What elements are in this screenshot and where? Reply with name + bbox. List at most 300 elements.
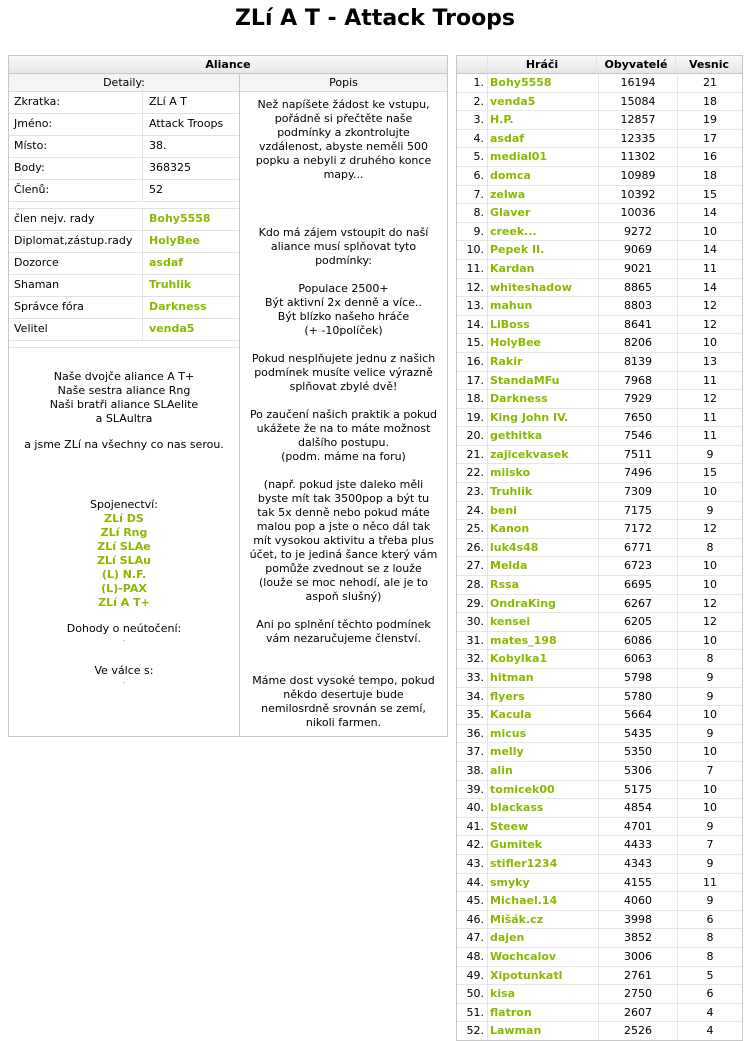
player-row [457,595,742,614]
player-rank: 25. [466,522,484,536]
ally-link[interactable]: ZLí A T+ [98,596,150,609]
player-villages: 12 [677,316,742,334]
player-name-link[interactable]: asdaf [487,130,598,148]
player-row [457,390,742,409]
player-population: 5780 [598,688,677,706]
player-row [457,372,742,391]
player-row [457,260,742,279]
player-villages: 14 [677,241,742,259]
player-row [457,799,742,818]
role-player-link[interactable]: HolyBee [149,234,201,247]
player-villages: 10 [677,632,742,650]
role-player-link[interactable]: Truhlik [149,278,192,291]
player-row [457,74,742,93]
dohody-value: - [122,636,126,646]
player-name-link[interactable]: micus [487,725,598,743]
details-header: Detaily: [9,74,239,92]
player-name-link[interactable]: Pepek II. [487,241,598,259]
player-row [457,985,742,1004]
player-population: 6086 [598,632,677,650]
player-population: 2526 [598,1022,677,1040]
player-villages: 12 [677,297,742,315]
player-name-link[interactable]: Kanon [487,520,598,538]
player-row [457,111,742,130]
player-row [457,892,742,911]
player-villages: 10 [677,576,742,594]
player-name-link[interactable]: Wochcalov [487,948,598,966]
popis-paragraph: Být aktivní 2x denně a více.. [265,296,422,309]
player-rank: 27. [466,559,484,573]
player-name-link[interactable]: Xipotunkatl [487,967,598,985]
player-row [457,409,742,428]
player-name-link[interactable]: flatron [487,1004,598,1022]
info-line: Naše sestra aliance Rng [57,384,191,397]
player-rank: 6. [473,168,484,182]
role-row [9,297,239,319]
player-villages: 17 [677,130,742,148]
player-population: 10989 [598,167,677,185]
player-villages: 16 [677,148,742,166]
player-rank: 12. [466,280,484,294]
player-row [457,279,742,298]
player-name-link[interactable]: flyers [487,688,598,706]
player-population: 8641 [598,316,677,334]
ally-link[interactable]: (L)-PAX [101,582,147,595]
info-line: a SLAultra [95,412,153,425]
player-rank: 31. [466,633,484,647]
player-population: 5798 [598,669,677,687]
popis-paragraph: Než napíšete žádost ke vstupu, pořádně si přečtěte naše podmínky a zkontrolujte vzdálenost, abyste neměli 500 popku a nebyli z druhého konce mapy... [255,98,432,181]
player-rank: 36. [466,726,484,740]
player-name-link[interactable]: HolyBee [487,334,598,352]
player-rank: 51. [466,1005,484,1019]
player-villages: 4 [677,1004,742,1022]
popis-paragraph: (např. pokud jste daleko měli byste mít tak 3500pop a být tu tak 5x denně nebo pokud máte malou pop a jste o něco dál tak mít vysokou aktivitu a třeba plus účet, to je jediná šance který vám pomůže zvednout se z louže (louže se moc nehodí, ale je to aspoň slušný) [249,478,438,603]
player-row [457,688,742,707]
allies-list [13,512,235,610]
player-rank: 10. [466,243,484,257]
player-row [457,911,742,930]
player-population: 7172 [598,520,677,538]
player-name-link[interactable]: domca [487,167,598,185]
player-name-link[interactable]: Bohy5558 [487,74,598,92]
player-villages: 11 [677,372,742,390]
player-rank: 14. [466,317,484,331]
player-name-link[interactable]: Lawman [487,1022,598,1040]
player-name-link[interactable]: StandaMFu [487,372,598,390]
player-rank: 45. [466,894,484,908]
roles-list [9,209,239,341]
player-villages: 15 [677,464,742,482]
detail-value: 52 [149,183,163,196]
player-name-link[interactable]: LiBoss [487,316,598,334]
player-rank: 9. [473,224,484,238]
player-name-link[interactable]: King John IV. [487,409,598,427]
player-name-link[interactable]: Mišák.cz [487,911,598,929]
player-name-link[interactable]: Kardan [487,260,598,278]
player-population: 3998 [598,911,677,929]
player-villages: 8 [677,650,742,668]
player-population: 7175 [598,502,677,520]
detail-key: Místo: [9,136,143,157]
info-line: a jsme ZLí na všechny co nas serou. [24,438,224,451]
player-villages: 9 [677,502,742,520]
player-population: 7650 [598,409,677,427]
player-rank: 3. [473,113,484,127]
player-rank: 19. [466,410,484,424]
popis-paragraph: Pokud nesplňujete jednu z našich podmínek musíte velice výrazně splňovat zbylé dvě! [251,352,436,393]
player-population: 4155 [598,874,677,892]
player-population: 5306 [598,762,677,780]
player-population: 6205 [598,613,677,631]
player-population: 8803 [598,297,677,315]
player-rank: 48. [466,949,484,963]
detail-row [9,158,239,180]
player-population: 7511 [598,446,677,464]
player-row [457,446,742,465]
players-table [456,55,743,1041]
player-rank: 16. [466,354,484,368]
role-key: člen nejv. rady [9,209,143,230]
player-villages: 12 [677,613,742,631]
player-row [457,613,742,632]
player-row [457,576,742,595]
player-name-link[interactable]: miisko [487,464,598,482]
popis-column [240,74,447,736]
player-name-link[interactable]: beni [487,502,598,520]
player-rank: 11. [466,261,484,275]
player-name-link[interactable]: blackass [487,799,598,817]
player-population: 9069 [598,241,677,259]
player-name-link[interactable]: gethitka [487,427,598,445]
player-name-link[interactable]: stifler1234 [487,855,598,873]
detail-value: Attack Troops [149,117,224,130]
player-villages: 10 [677,223,742,241]
alliance-description [240,92,447,736]
player-population: 2607 [598,1004,677,1022]
player-rank: 40. [466,801,484,815]
player-villages: 8 [677,948,742,966]
player-row [457,502,742,521]
popis-paragraph: Po zaučení našich praktik a pokud ukážete že na to máte možnost dalšího postupu. [249,408,438,449]
player-rank: 38. [466,763,484,777]
player-villages: 10 [677,781,742,799]
player-rank: 35. [466,708,484,722]
player-row [457,186,742,205]
role-row [9,275,239,297]
player-name-link[interactable]: Truhlik [487,483,598,501]
ally-link[interactable]: ZLí DS [104,512,144,525]
player-population: 7546 [598,427,677,445]
player-population: 6063 [598,650,677,668]
player-population: 2750 [598,985,677,1003]
player-population: 10392 [598,186,677,204]
player-rank: 39. [466,782,484,796]
player-name-link[interactable]: kensei [487,613,598,631]
role-player-link[interactable]: venda5 [149,322,195,335]
player-row [457,818,742,837]
player-population: 4060 [598,892,677,910]
player-row [457,1022,742,1040]
player-population: 9272 [598,223,677,241]
player-name-link[interactable]: creek... [487,223,598,241]
player-name-link[interactable]: mates_198 [487,632,598,650]
player-villages: 4 [677,1022,742,1040]
player-name-link[interactable]: mahun [487,297,598,315]
player-population: 2761 [598,967,677,985]
player-row [457,167,742,186]
player-row [457,93,742,112]
role-row [9,319,239,341]
player-rank: 28. [466,578,484,592]
col-header-pop[interactable]: Obyvatelé [596,56,675,73]
player-rank: 37. [466,745,484,759]
player-villages: 9 [677,892,742,910]
player-population: 12857 [598,111,677,129]
player-row [457,632,742,651]
popis-paragraph: Máme dost vysoké tempo, pokud někdo desertuje bude nemilosrdně srovnán se zemí, nikoli farmen. [252,674,435,729]
player-name-link[interactable]: zelwa [487,186,598,204]
ally-link[interactable]: ZLí Rng [100,526,148,539]
player-name-link[interactable]: Rssa [487,576,598,594]
detail-row [9,114,239,136]
player-row [457,874,742,893]
player-name-link[interactable]: whiteshadow [487,279,598,297]
player-row [457,967,742,986]
alliance-info [9,348,239,696]
player-rank: 44. [466,875,484,889]
player-villages: 18 [677,93,742,111]
player-population: 4701 [598,818,677,836]
player-villages: 9 [677,855,742,873]
player-rank: 4. [473,131,484,145]
player-name-link[interactable]: kisa [487,985,598,1003]
detail-key: Zkratka: [9,92,143,113]
player-population: 6267 [598,595,677,613]
player-row [457,557,742,576]
player-rank: 46. [466,912,484,926]
ally-link[interactable]: ZLí SLAu [97,554,151,567]
player-name-link[interactable]: venda5 [487,93,598,111]
role-row [9,253,239,275]
player-name-link[interactable]: tomicek00 [487,781,598,799]
player-villages: 11 [677,260,742,278]
role-key: Shaman [9,275,143,296]
player-row [457,539,742,558]
player-population: 3852 [598,929,677,947]
role-player-link[interactable]: Darkness [149,300,207,313]
player-rank: 18. [466,392,484,406]
popis-paragraph: Ani po splnění těchto podmínek vám nezaručujeme členství. [256,618,431,645]
player-villages: 5 [677,967,742,985]
player-population: 8139 [598,353,677,371]
role-row [9,209,239,231]
player-name-link[interactable]: smyky [487,874,598,892]
player-villages: 6 [677,985,742,1003]
player-rank: 41. [466,819,484,833]
player-villages: 10 [677,706,742,724]
col-header-vil[interactable]: Vesnic [675,56,742,73]
player-villages: 13 [677,353,742,371]
detail-key: Členů: [9,180,143,201]
player-population: 10036 [598,204,677,222]
popis-header: Popis [240,74,447,92]
player-row [457,650,742,669]
player-row [457,241,742,260]
player-villages: 9 [677,669,742,687]
player-rank: 26. [466,540,484,554]
player-name-link[interactable]: OndraKing [487,595,598,613]
player-villages: 14 [677,279,742,297]
player-villages: 19 [677,111,742,129]
player-villages: 15 [677,186,742,204]
player-name-link[interactable]: hitman [487,669,598,687]
valka-label: Ve válce s: [94,664,154,677]
player-population: 3006 [598,948,677,966]
player-villages: 10 [677,743,742,761]
player-rank: 52. [466,1024,484,1038]
player-villages: 21 [677,74,742,92]
dohody-label: Dohody o neútočení: [66,622,182,635]
player-row [457,725,742,744]
player-villages: 14 [677,204,742,222]
popis-paragraph: Být blízko našeho hráče [277,310,410,323]
details-list [9,92,239,202]
player-row [457,334,742,353]
player-rank: 50. [466,987,484,1001]
col-header-name[interactable]: Hráči [487,56,596,73]
players-rows [457,74,742,1040]
player-rank: 21. [466,447,484,461]
player-name-link[interactable]: Darkness [487,390,598,408]
player-rank: 5. [473,150,484,164]
player-rank: 49. [466,968,484,982]
player-name-link[interactable]: Michael.14 [487,892,598,910]
player-rank: 7. [473,187,484,201]
player-villages: 12 [677,595,742,613]
player-row [457,353,742,372]
player-row [457,316,742,335]
player-row [457,929,742,948]
player-name-link[interactable]: Kacula [487,706,598,724]
detail-key: Body: [9,158,143,179]
player-population: 6695 [598,576,677,594]
player-name-link[interactable]: Gumitek [487,836,598,854]
player-row [457,483,742,502]
player-name-link[interactable]: dajen [487,929,598,947]
player-rank: 24. [466,503,484,517]
detail-row [9,136,239,158]
spojenectvi-label: Spojenectví: [90,498,158,511]
player-name-link[interactable]: medial01 [487,148,598,166]
player-rank: 20. [466,429,484,443]
player-row [457,836,742,855]
player-villages: 10 [677,334,742,352]
popis-paragraph: (+ -10políček) [304,324,383,337]
player-row [457,781,742,800]
player-name-link[interactable]: alin [487,762,598,780]
player-villages: 7 [677,836,742,854]
player-population: 6771 [598,539,677,557]
player-villages: 10 [677,799,742,817]
popis-paragraph: Populace 2500+ [298,282,389,295]
detail-value: 38. [149,139,167,152]
player-row [457,130,742,149]
role-player-link[interactable]: Bohy5558 [149,212,211,225]
player-population: 6723 [598,557,677,575]
player-row [457,762,742,781]
role-key: Správce fóra [9,297,143,318]
player-population: 4854 [598,799,677,817]
role-row [9,231,239,253]
player-villages: 9 [677,725,742,743]
player-name-link[interactable]: Steew [487,818,598,836]
player-population: 15084 [598,93,677,111]
player-villages: 7 [677,762,742,780]
alliance-header: Aliance [9,56,447,74]
player-row [457,520,742,539]
details-column [9,74,240,736]
player-rank: 29. [466,596,484,610]
player-name-link[interactable]: melly [487,743,598,761]
player-row [457,1004,742,1023]
player-name-link[interactable]: Glaver [487,204,598,222]
players-table-header [457,56,742,74]
player-villages: 8 [677,929,742,947]
player-villages: 11 [677,874,742,892]
player-rank: 17. [466,373,484,387]
detail-value: 368325 [149,161,191,174]
detail-row [9,180,239,202]
player-row [457,464,742,483]
player-row [457,297,742,316]
player-rank: 32. [466,652,484,666]
info-line: Naši bratři aliance SLAelite [49,398,199,411]
role-player-link[interactable]: asdaf [149,256,184,269]
player-rank: 23. [466,485,484,499]
role-key: Dozorce [9,253,143,274]
player-rank: 8. [473,206,484,220]
player-rank: 2. [473,94,484,108]
player-rank: 13. [466,299,484,313]
player-name-link[interactable]: H.P. [487,111,598,129]
ally-link[interactable]: ZLí SLAe [97,540,151,553]
player-name-link[interactable]: Rakir [487,353,598,371]
ally-link[interactable]: (L) N.F. [101,568,147,581]
player-rank: 15. [466,336,484,350]
player-name-link[interactable]: luk4s48 [487,539,598,557]
player-villages: 9 [677,818,742,836]
player-population: 7309 [598,483,677,501]
player-row [457,855,742,874]
role-key: Diplomat,zástup.rady [9,231,143,252]
player-population: 7929 [598,390,677,408]
role-key: Velitel [9,319,143,340]
player-name-link[interactable]: Melda [487,557,598,575]
player-row [457,204,742,223]
valka-value: - [122,678,126,688]
player-rank: 22. [466,466,484,480]
player-population: 7496 [598,464,677,482]
player-name-link[interactable]: Kobylka1 [487,650,598,668]
player-villages: 10 [677,483,742,501]
player-rank: 33. [466,671,484,684]
player-population: 5435 [598,725,677,743]
player-rank: 1. [473,76,484,89]
player-rank: 43. [466,856,484,870]
player-name-link[interactable]: zajicekvasek [487,446,598,464]
player-villages: 18 [677,167,742,185]
